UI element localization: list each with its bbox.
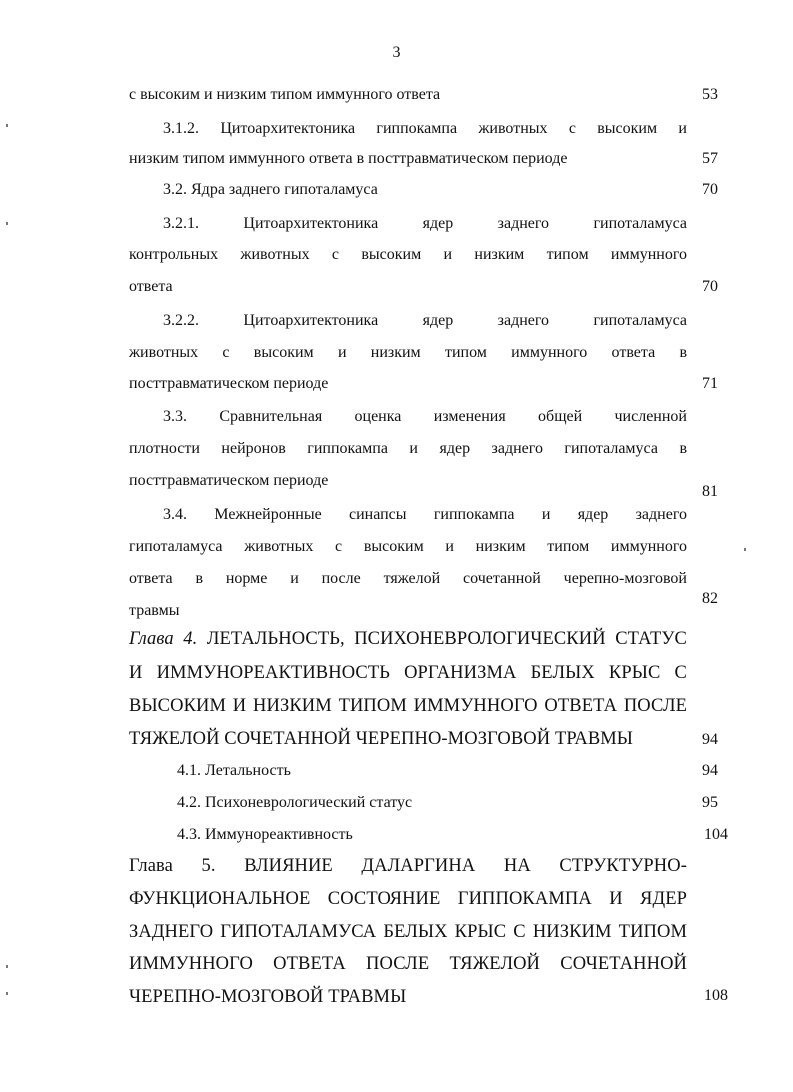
toc-page-number: 82 [702, 590, 718, 607]
toc-entry-line: травмы [129, 602, 180, 619]
toc-page-number: 57 [702, 150, 718, 167]
toc-entry-line: посттравматическом периоде [129, 375, 329, 392]
chapter-4-heading-line: ВЫСОКИМ И НИЗКИМ ТИПОМ ИММУННОГО ОТВЕТА ПОСЛЕ [129, 696, 687, 716]
toc-entry-line: 3.2. Ядра заднего гипоталамуса [163, 181, 378, 198]
chapter-5-heading-line: ИММУННОГО ОТВЕТА ПОСЛЕ ТЯЖЕЛОЙ СОЧЕТАННОЙ [129, 954, 687, 974]
toc-entry-line: 3.3. Сравнительная оценка изменения общей численной [163, 408, 687, 425]
scan-speck [6, 124, 8, 127]
toc-entry-line: ответа в норме и после тяжелой сочетанной черепно-мозговой [129, 570, 687, 587]
toc-page-number: 95 [702, 794, 718, 811]
chapter-4-heading-line: ТЯЖЕЛОЙ СОЧЕТАННОЙ ЧЕРЕПНО-МОЗГОВОЙ ТРАВМЫ [129, 729, 634, 749]
toc-entry-line: 3.4. Межнейронные синапсы гиппокампа и ядер заднего [163, 506, 687, 523]
toc-page-number: 81 [702, 483, 718, 500]
toc-entry-line: 3.2.1. Цитоархитектоника ядер заднего гипоталамуса [163, 215, 687, 232]
chapter-4-label: Глава 4. [129, 629, 198, 649]
toc-entry-line: плотности нейронов гиппокампа и ядер заднего гипоталамуса в [129, 440, 687, 457]
toc-page-number: 94 [702, 762, 718, 779]
scan-speck [6, 992, 8, 995]
chapter-4-heading-line: Глава 4. ЛЕТАЛЬНОСТЬ, ПСИХОНЕВРОЛОГИЧЕСКИЙ СТАТУС [129, 629, 687, 649]
chapter-5-heading-line: ЧЕРЕПНО-МОЗГОВОЙ ТРАВМЫ [129, 987, 407, 1007]
toc-page-number: 108 [704, 987, 728, 1004]
toc-entry-line: гипоталамуса животных с высоким и низким типом иммунного [129, 538, 687, 555]
toc-entry-line: 4.1. Летальность [177, 762, 291, 779]
toc-entry-line: контрольных животных с высоким и низким типом иммунного [129, 246, 687, 263]
chapter-5-heading-line: ФУНКЦИОНАЛЬНОЕ СОСТОЯНИЕ ГИППОКАМПА И ЯДЕР [129, 889, 687, 909]
toc-entry-line: ответа [129, 278, 173, 295]
toc-page-number: 70 [702, 181, 718, 198]
toc-page-number: 94 [702, 731, 718, 748]
scan-speck [6, 222, 8, 225]
toc-page-number: 70 [702, 278, 718, 295]
toc-entry-line: посттравматическом периоде [129, 472, 329, 489]
chapter-4-heading-line: И ИММУНОРЕАКТИВНОСТЬ ОРГАНИЗМА БЕЛЫХ КРЫС С [129, 663, 687, 683]
toc-entry-line: 4.2. Психоневрологический статус [177, 794, 413, 811]
toc-page-number: 71 [702, 375, 718, 392]
scan-speck [6, 965, 8, 968]
toc-page-number: 104 [704, 826, 728, 843]
toc-entry-line: с высоким и низким типом иммунного ответа [129, 86, 441, 103]
toc-entry-line: 4.3. Иммунореактивность [177, 826, 353, 843]
toc-entry-line: низким типом иммунного ответа в посттравматическом периоде [129, 150, 568, 167]
toc-page-number: 53 [702, 86, 718, 103]
toc-entry-line: животных с высоким и низким типом иммунного ответа в [129, 344, 687, 361]
toc-entry-line: 3.2.2. Цитоархитектоника ядер заднего гипоталамуса [163, 312, 687, 329]
page-number: 3 [392, 44, 401, 61]
toc-entry-line: 3.1.2. Цитоархитектоника гиппокампа животных с высоким и [163, 120, 687, 137]
chapter-5-heading-line: Глава 5. ВЛИЯНИЕ ДАЛАРГИНА НА СТРУКТУРНО- [129, 856, 687, 876]
chapter-5-heading-line: ЗАДНЕГО ГИПОТАЛАМУСА БЕЛЫХ КРЫС С НИЗКИМ ТИПОМ [129, 922, 687, 942]
scan-speck [744, 548, 746, 551]
